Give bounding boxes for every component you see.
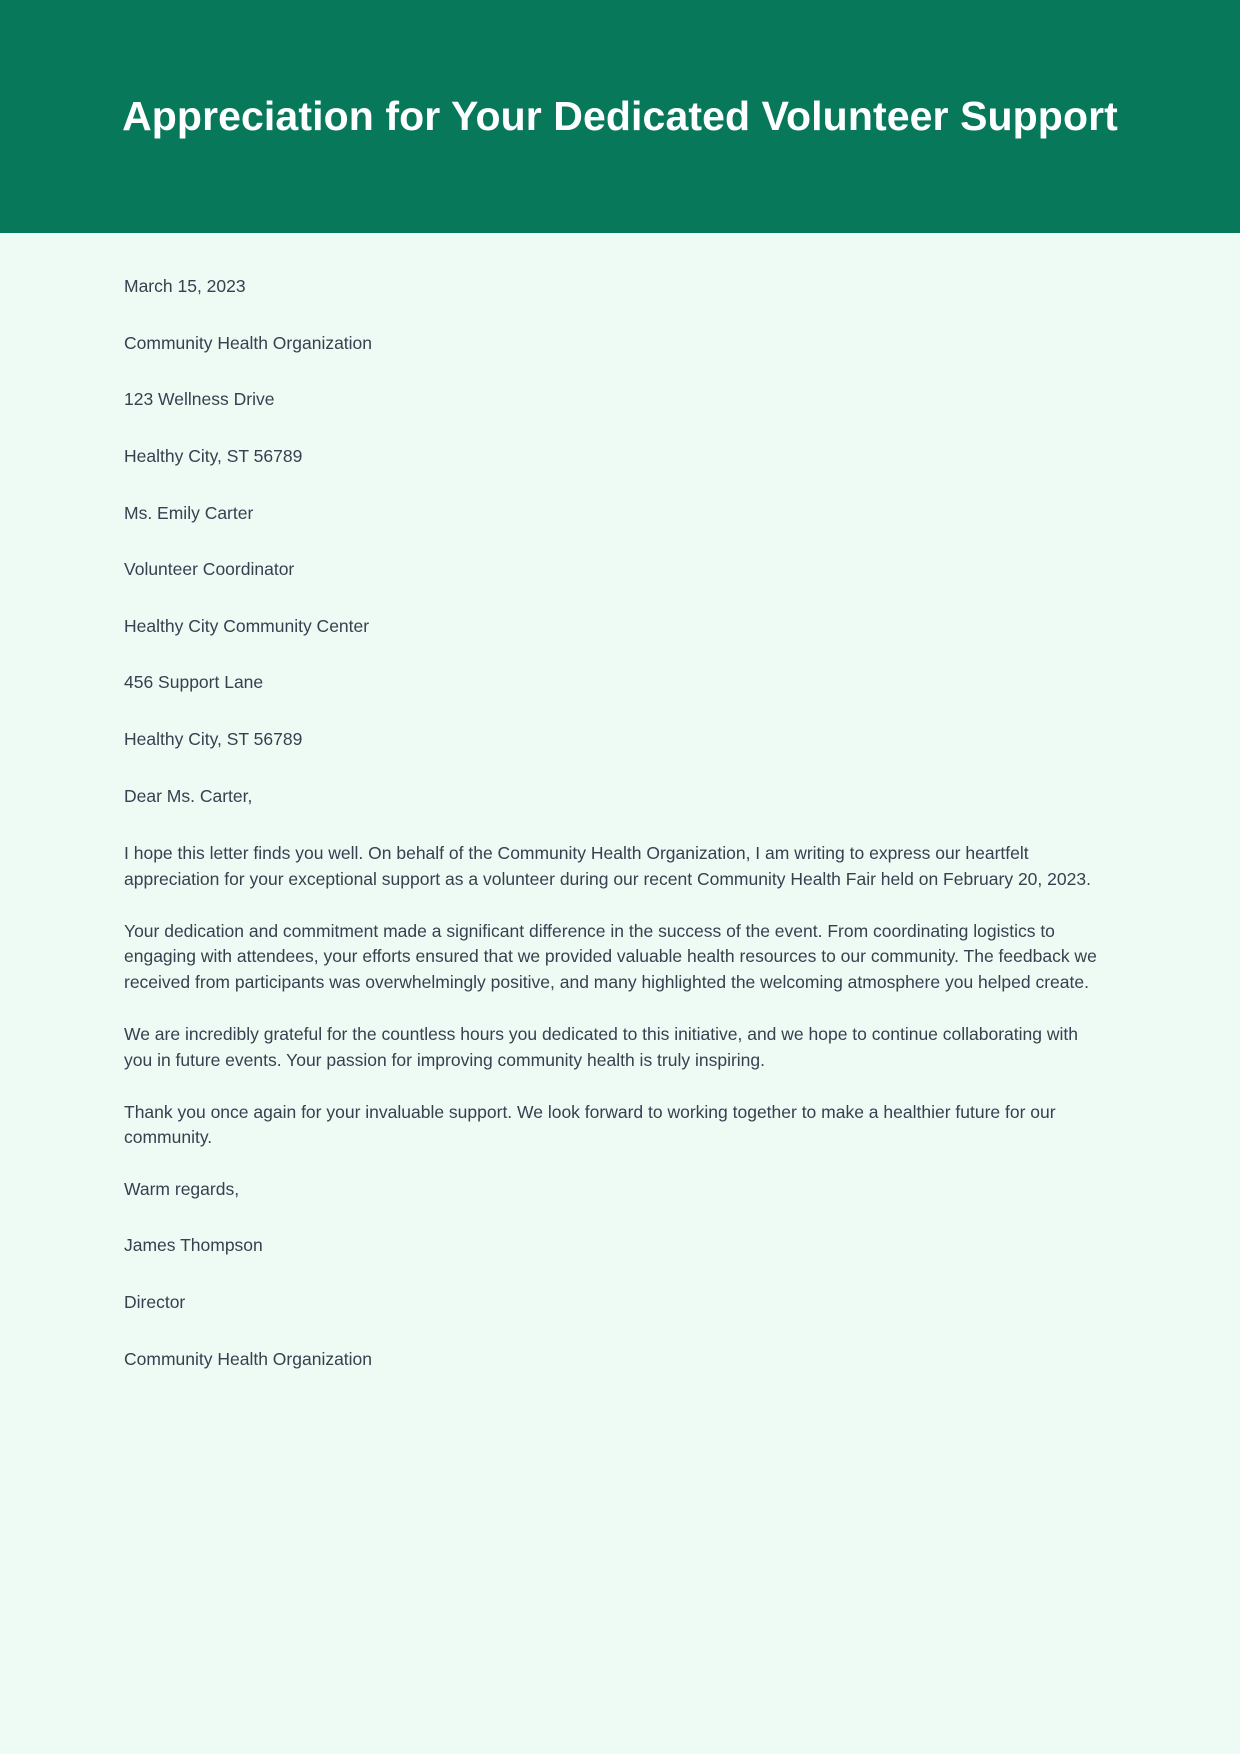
body-paragraph-1: I hope this letter finds you well. On behalf of the Community Health Organization, I am writing to express our heartfelt appreciation for your exceptional support as a volunteer during our recent Community Health Fair held on February 20, 2023. <box>124 843 1091 889</box>
recipient-street: 456 Support Lane <box>124 672 264 693</box>
sender-city-state-zip: Healthy City, ST 56789 <box>124 445 303 466</box>
sender-organization: Community Health Organization <box>124 332 373 353</box>
body-paragraph-4: Thank you once again for your invaluable support. We look forward to working together to make a healthier future for our community. <box>124 1101 1056 1148</box>
letter-body <box>0 233 1240 1464</box>
sender-street: 123 Wellness Drive <box>124 389 275 410</box>
sender-address-block <box>124 332 1098 469</box>
signer-title: Director <box>124 1291 186 1312</box>
signer-organization: Community Health Organization <box>124 1348 373 1369</box>
signer-name: James Thompson <box>124 1235 263 1256</box>
salutation: Dear Ms. Carter, <box>124 785 253 806</box>
body-paragraph-3: We are incredibly grateful for the countless hours you dedicated to this initiative, and we hope to continue collaborating with you in future events. Your passion for improving community health is truly inspiring. <box>124 1024 1078 1070</box>
signature-section <box>124 1178 1098 1372</box>
body-paragraph-2: Your dedication and commitment made a significant difference in the success of the event. From coordinating logistics to engaging with attendees, your efforts ensured that we provided valuable health resources to our community. The feedback we received from participants was overwhelmingly positive, and many highlighted the welcoming atmosphere you helped create. <box>124 921 1097 992</box>
letter-header-banner <box>0 0 1240 233</box>
recipient-name: Ms. Emily Carter <box>124 502 254 523</box>
letter-date: March 15, 2023 <box>124 276 246 296</box>
recipient-title: Volunteer Coordinator <box>124 559 295 580</box>
recipient-address-block <box>124 502 1098 752</box>
page-title: Appreciation for Your Dedicated Volunteer Support <box>122 92 1118 139</box>
recipient-city-state-zip: Healthy City, ST 56789 <box>124 729 303 749</box>
letter-paragraphs <box>124 841 1098 1150</box>
closing-phrase: Warm regards, <box>124 1178 240 1199</box>
recipient-organization: Healthy City Community Center <box>124 615 370 636</box>
